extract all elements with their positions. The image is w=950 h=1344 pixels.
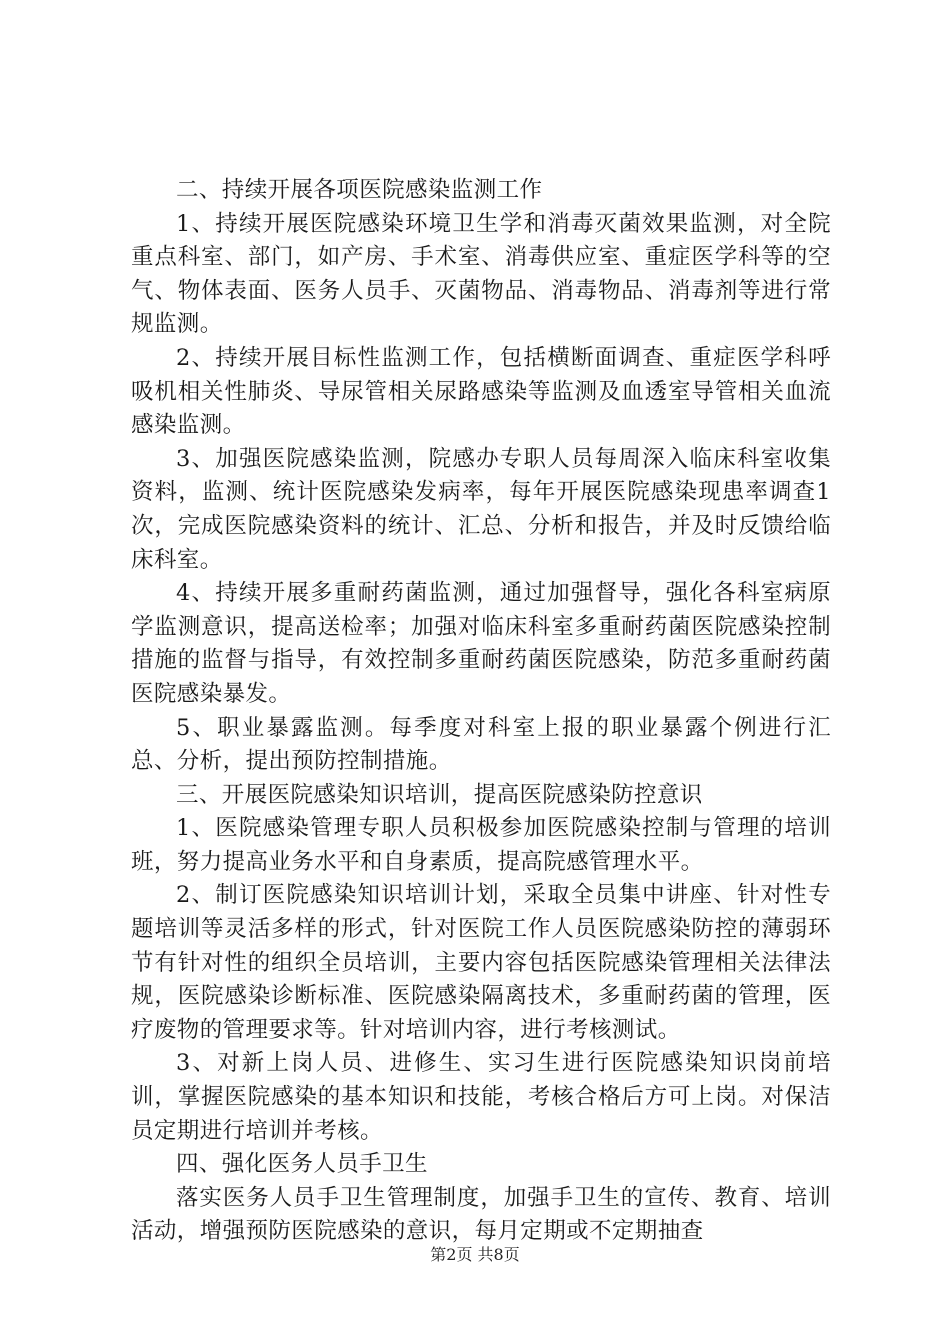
paragraph-monitoring-3: 3、加强医院感染监测，院感办专职人员每周深入临床科室收集资料，监测、统计医院感染发病率，每年开展医院感染现患率调查1次，完成医院感染资料的统计、汇总、分析和报告，并及时反馈给临床科室。 <box>131 445 831 573</box>
paragraph-hand-hygiene: 落实医务人员手卫生管理制度，加强手卫生的宣传、教育、培训活动，增强预防医院感染的意识，每月定期或不定期抽查 <box>131 1184 831 1245</box>
paragraph-training-1: 1、医院感染管理专职人员积极参加医院感染控制与管理的培训班，努力提高业务水平和自身素质，提高院感管理水平。 <box>131 815 831 875</box>
page-number-footer: 第2页 共8页 <box>430 1245 520 1264</box>
section-heading-monitoring: 二、持续开展各项医院感染监测工作 <box>176 177 543 203</box>
paragraph-training-3: 3、对新上岗人员、进修生、实习生进行医院感染知识岗前培训，掌握医院感染的基本知识和技能，考核合格后方可上岗。对保洁员定期进行培训并考核。 <box>131 1050 831 1144</box>
section-heading-training: 三、开展医院感染知识培训，提高医院感染防控意识 <box>176 781 703 808</box>
paragraph-monitoring-1: 1、持续开展医院感染环境卫生学和消毒灭菌效果监测，对全院重点科室、部门，如产房、手术室、消毒供应室、重症医学科等的空气、物体表面、医务人员手、灭菌物品、消毒物品、消毒剂等进行常规监测。 <box>131 210 831 338</box>
document-body <box>131 174 831 1249</box>
paragraph-training-2: 2、制订医院感染知识培训计划，采取全员集中讲座、针对性专题培训等灵活多样的形式，针对医院工作人员医院感染防控的薄弱环节有针对性的组织全员培训，主要内容包括医院感染管理相关法律法规，医院感染诊断标准、医院感染隔离技术，多重耐药菌的管理，医疗废物的管理要求等。针对培训内容，进行考核测试。 <box>131 882 831 1043</box>
paragraph-monitoring-5: 5、职业暴露监测。每季度对科室上报的职业暴露个例进行汇总、分析，提出预防控制措施。 <box>131 714 831 775</box>
paragraph-monitoring-2: 2、持续开展目标性监测工作，包括横断面调查、重症医学科呼吸机相关性肺炎、导尿管相关尿路感染等监测及血透室导管相关血流感染监测。 <box>131 344 831 439</box>
section-heading-hand-hygiene: 四、强化医务人员手卫生 <box>176 1151 428 1178</box>
paragraph-monitoring-4: 4、持续开展多重耐药菌监测，通过加强督导，强化各科室病原学监测意识，提高送检率；加强对临床科室多重耐药菌医院感染控制措施的监督与指导，有效控制多重耐药菌医院感染，防范多重耐药菌医院感染暴发。 <box>131 580 831 707</box>
